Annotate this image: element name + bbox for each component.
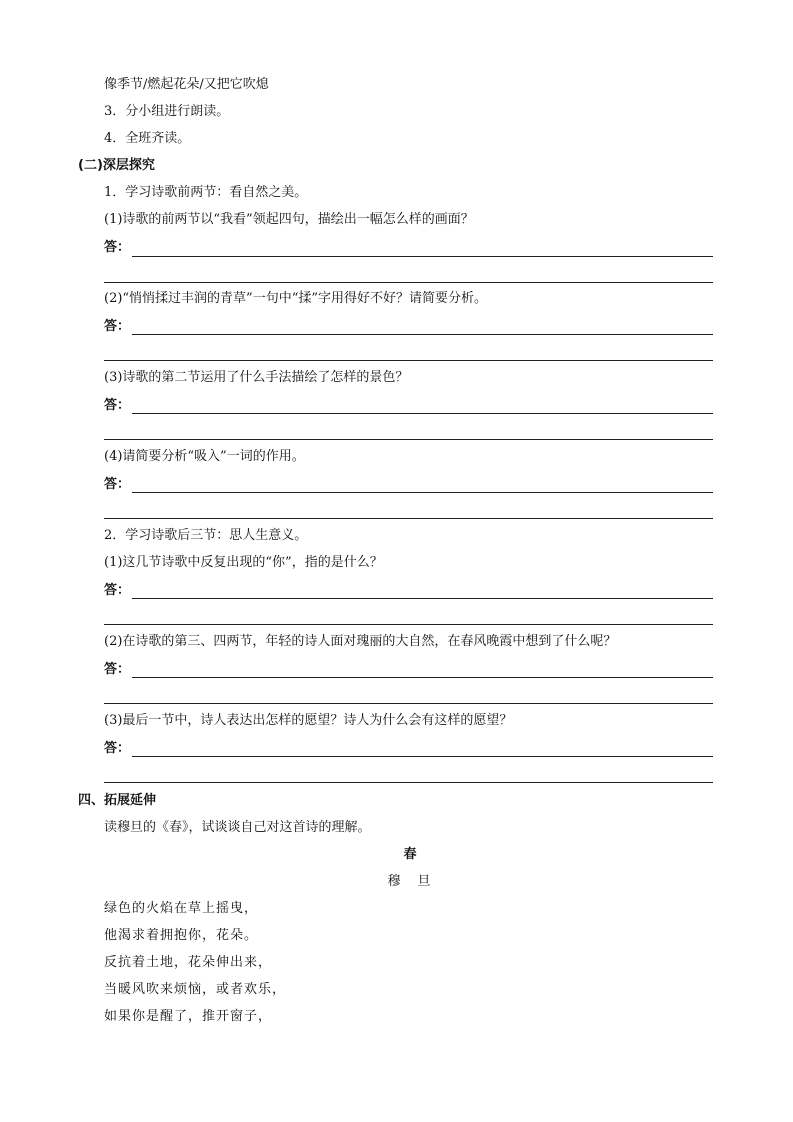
answer-label: 答：: [104, 398, 131, 413]
poem-line: 绿色的火焰在草上摇曳，: [104, 901, 259, 916]
answer-line[interactable]: [132, 492, 713, 493]
answer-line[interactable]: [104, 782, 713, 783]
answer-line[interactable]: [104, 360, 713, 361]
poem-title: 春: [403, 847, 417, 862]
answer-line[interactable]: [104, 624, 713, 625]
answer-line[interactable]: [132, 598, 713, 599]
part2-title: 2．学习诗歌后三节：思人生意义。: [104, 528, 308, 543]
answer-line[interactable]: [104, 282, 713, 283]
question-1-1: (1)诗歌的前两节以“我看”领起四句，描绘出一幅怎么样的画面？: [104, 212, 474, 227]
answer-line[interactable]: [132, 334, 713, 335]
answer-label: 答：: [104, 477, 131, 492]
question-1-4: (4)请简要分析“吸入”一词的作用。: [104, 449, 305, 464]
answer-label: 答：: [104, 741, 131, 756]
part1-title: 1．学习诗歌前两节：看自然之美。: [104, 185, 308, 200]
poem-line: 如果你是醒了，推开窗子，: [104, 1009, 273, 1024]
question-2-3: (3)最后一节中，诗人表达出怎样的愿望？诗人为什么会有这样的愿望？: [104, 713, 513, 728]
poem-line: 当暖风吹来烦恼，或者欢乐，: [104, 982, 287, 997]
extension-instruction: 读穆旦的《春》，试谈谈自己对这首诗的理解。: [104, 820, 371, 835]
question-1-3: (3)诗歌的第二节运用了什么手法描绘了怎样的景色？: [104, 370, 409, 385]
answer-label: 答：: [104, 240, 131, 255]
section-heading-deep-inquiry: (二)深层探究: [78, 158, 155, 173]
poem-line: 反抗着土地，花朵伸出来，: [104, 955, 273, 970]
step-4: 4．全班齐读。: [104, 131, 191, 146]
answer-line[interactable]: [132, 256, 713, 257]
poem-excerpt-line: 像季节/燃起花朵/又把它吹熄: [104, 77, 269, 92]
answer-line[interactable]: [104, 518, 713, 519]
answer-line[interactable]: [132, 677, 713, 678]
step-3: 3．分小组进行朗读。: [104, 104, 230, 119]
answer-label: 答：: [104, 662, 131, 677]
poem-line: 他渴求着拥抱你，花朵。: [104, 928, 259, 943]
question-1-2: (2)“悄悄揉过丰润的青草”一句中“揉”字用得好不好？请简要分析。: [104, 291, 487, 306]
section-heading-extension: 四、拓展延伸: [78, 793, 157, 808]
poem-author: 穆 旦: [387, 874, 433, 889]
answer-line[interactable]: [104, 703, 713, 704]
answer-label: 答：: [104, 583, 131, 598]
answer-line[interactable]: [104, 439, 713, 440]
answer-line[interactable]: [132, 413, 713, 414]
question-2-2: (2)在诗歌的第三、四两节，年轻的诗人面对瑰丽的大自然，在春风晚霞中想到了什么呢？: [104, 634, 617, 649]
answer-label: 答：: [104, 319, 131, 334]
question-2-1: (1)这几节诗歌中反复出现的“你”，指的是什么？: [104, 555, 383, 570]
answer-line[interactable]: [132, 756, 713, 757]
